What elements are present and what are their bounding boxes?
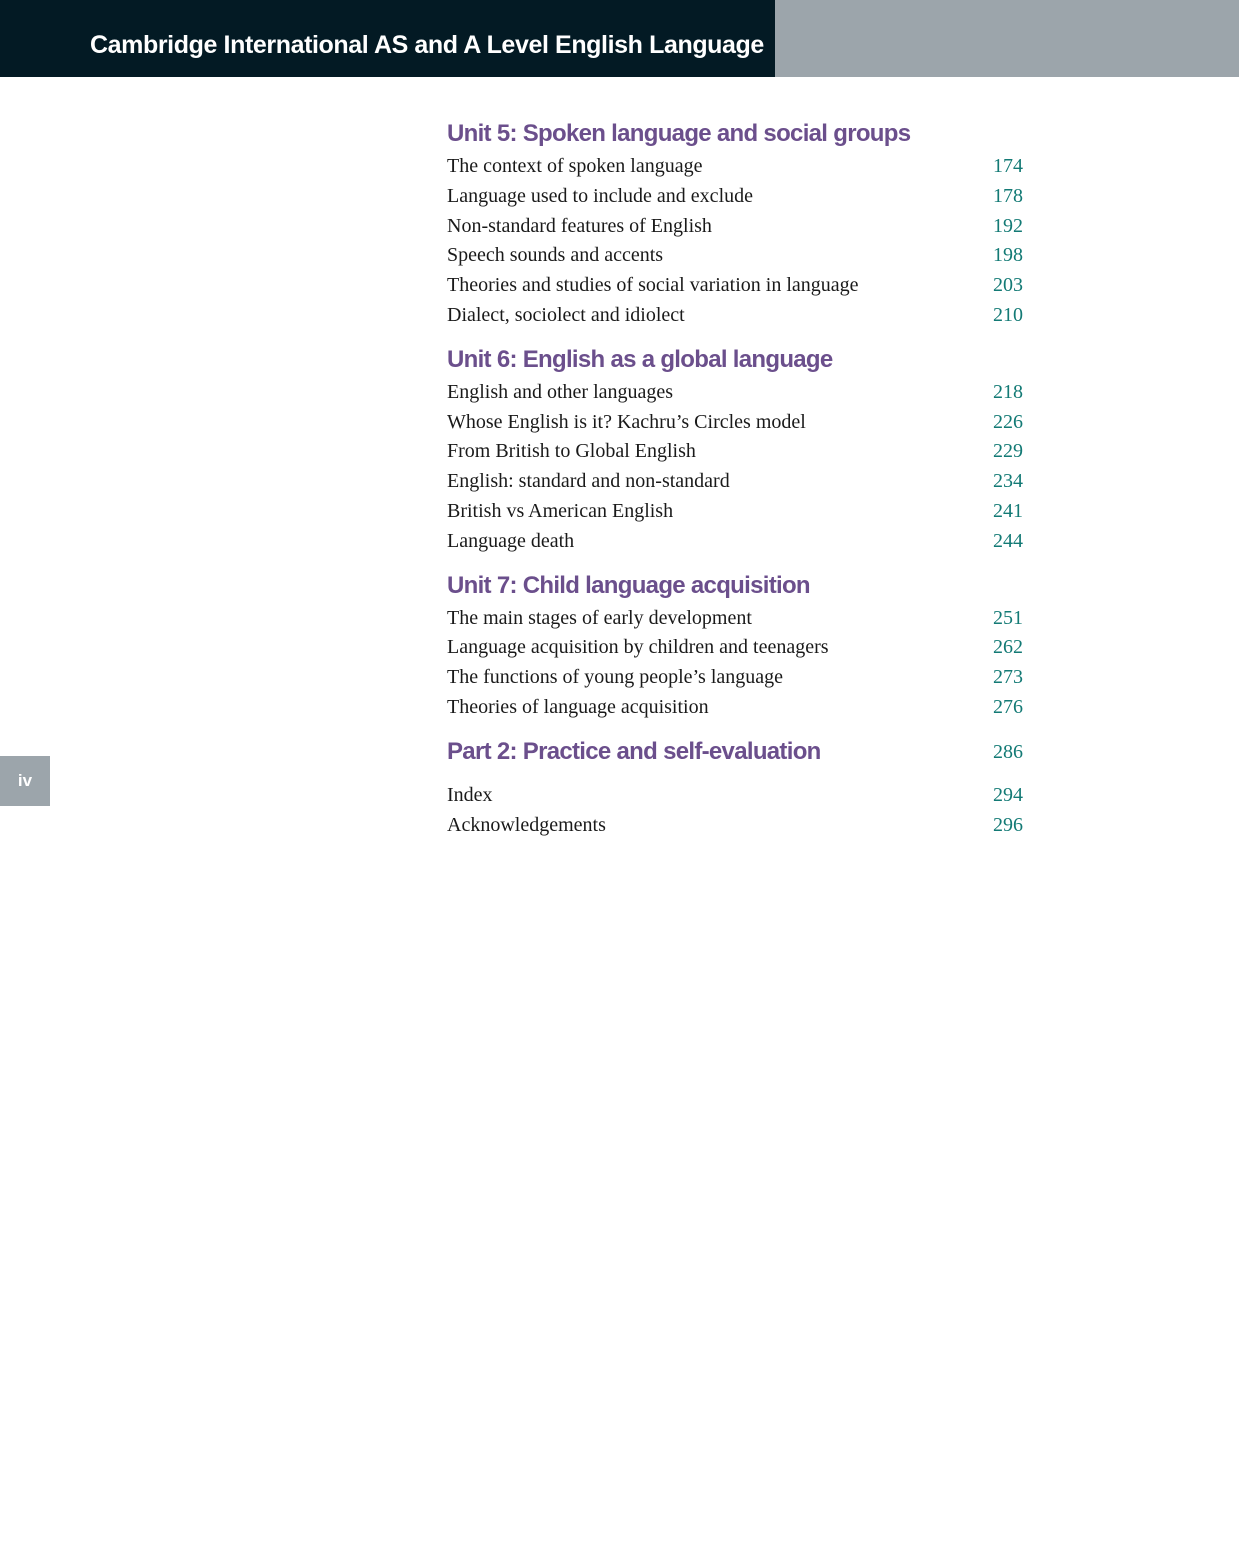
toc-entry[interactable] (447, 301, 1023, 331)
table-of-contents (447, 117, 1023, 840)
toc-entry[interactable] (447, 241, 1023, 271)
toc-entry-title: Whose English is it? Kachru’s Circles model (447, 410, 806, 433)
toc-entry-title: Language used to include and exclude (447, 184, 753, 207)
toc-entry-title: Index (447, 783, 493, 806)
toc-entry-acknowledgements[interactable] (447, 811, 1023, 841)
toc-entry-title: Language death (447, 529, 575, 552)
toc-entry-page: 192 (993, 214, 1023, 237)
toc-entry-page: 296 (993, 813, 1023, 836)
toc-entry[interactable] (447, 527, 1023, 557)
toc-entry-title: Language acquisition by children and teenagers (447, 636, 829, 659)
toc-entry-title: Non-standard features of English (447, 214, 712, 237)
toc-entry-title: Theories and studies of social variation in language (447, 274, 859, 297)
toc-section-unit-5 (447, 117, 1023, 331)
toc-entry[interactable] (447, 182, 1023, 212)
toc-entry[interactable] (447, 212, 1023, 242)
header-bar (0, 0, 775, 77)
toc-entry[interactable] (447, 437, 1023, 467)
section-heading-title: Unit 5: Spoken language and social groups (447, 120, 911, 147)
toc-section-unit-6 (447, 343, 1023, 557)
page-number-tab: iv (0, 756, 50, 806)
toc-entry-title: Acknowledgements (447, 813, 606, 836)
toc-entry-page: 234 (993, 470, 1023, 493)
toc-entry-page: 241 (993, 499, 1023, 522)
toc-entry-index[interactable] (447, 781, 1023, 811)
toc-entry[interactable] (447, 663, 1023, 693)
toc-entry-page: 210 (993, 303, 1023, 326)
section-heading[interactable] (447, 569, 1023, 603)
book-title: Cambridge International AS and A Level English Language (90, 31, 764, 59)
toc-entry-page: 262 (993, 636, 1023, 659)
toc-entry-page: 178 (993, 184, 1023, 207)
toc-entry[interactable] (447, 378, 1023, 408)
toc-entry-page: 276 (993, 695, 1023, 718)
toc-entry-page: 203 (993, 274, 1023, 297)
toc-entry-page: 273 (993, 666, 1023, 689)
toc-entry-title: From British to Global English (447, 440, 696, 463)
toc-entry-page: 174 (993, 155, 1023, 177)
toc-section-unit-7 (447, 569, 1023, 723)
toc-entry-page: 251 (993, 606, 1023, 629)
toc-entry-page: 294 (993, 783, 1023, 806)
toc-entry-title: Dialect, sociolect and idiolect (447, 303, 685, 326)
section-heading[interactable] (447, 735, 1023, 769)
toc-entry[interactable] (447, 633, 1023, 663)
toc-entry-title: The context of spoken language (447, 155, 703, 177)
toc-section-part-2 (447, 735, 1023, 769)
toc-entry-title: English: standard and non-standard (447, 470, 730, 493)
section-heading[interactable] (447, 117, 1023, 151)
toc-entry-title: Theories of language acquisition (447, 695, 709, 718)
section-heading-page: 286 (993, 740, 1023, 763)
section-heading[interactable] (447, 343, 1023, 377)
toc-entry-title: The main stages of early development (447, 606, 752, 629)
section-heading-title: Unit 7: Child language acquisition (447, 571, 810, 599)
toc-entry-page: 229 (993, 440, 1023, 463)
toc-entry-page: 226 (993, 410, 1023, 433)
toc-entry-title: The functions of young people’s language (447, 666, 784, 689)
header-accent-block (775, 0, 1239, 77)
toc-entry[interactable] (447, 271, 1023, 301)
toc-entry[interactable] (447, 467, 1023, 497)
toc-entry[interactable] (447, 497, 1023, 527)
toc-entry-page: 198 (993, 244, 1023, 267)
toc-entry[interactable] (447, 604, 1023, 634)
section-heading-title: Unit 6: English as a global language (447, 345, 833, 373)
toc-entry-page: 244 (993, 529, 1023, 552)
toc-entry-title: Speech sounds and accents (447, 244, 664, 267)
toc-entry-title: English and other languages (447, 380, 674, 403)
toc-entry-page: 218 (993, 380, 1023, 403)
toc-entry-title: British vs American English (447, 499, 674, 522)
toc-entry[interactable] (447, 408, 1023, 438)
toc-entry[interactable] (447, 693, 1023, 723)
toc-back-matter (447, 781, 1023, 841)
section-heading-title: Part 2: Practice and self-evaluation (447, 737, 821, 765)
toc-entry[interactable] (447, 152, 1023, 182)
